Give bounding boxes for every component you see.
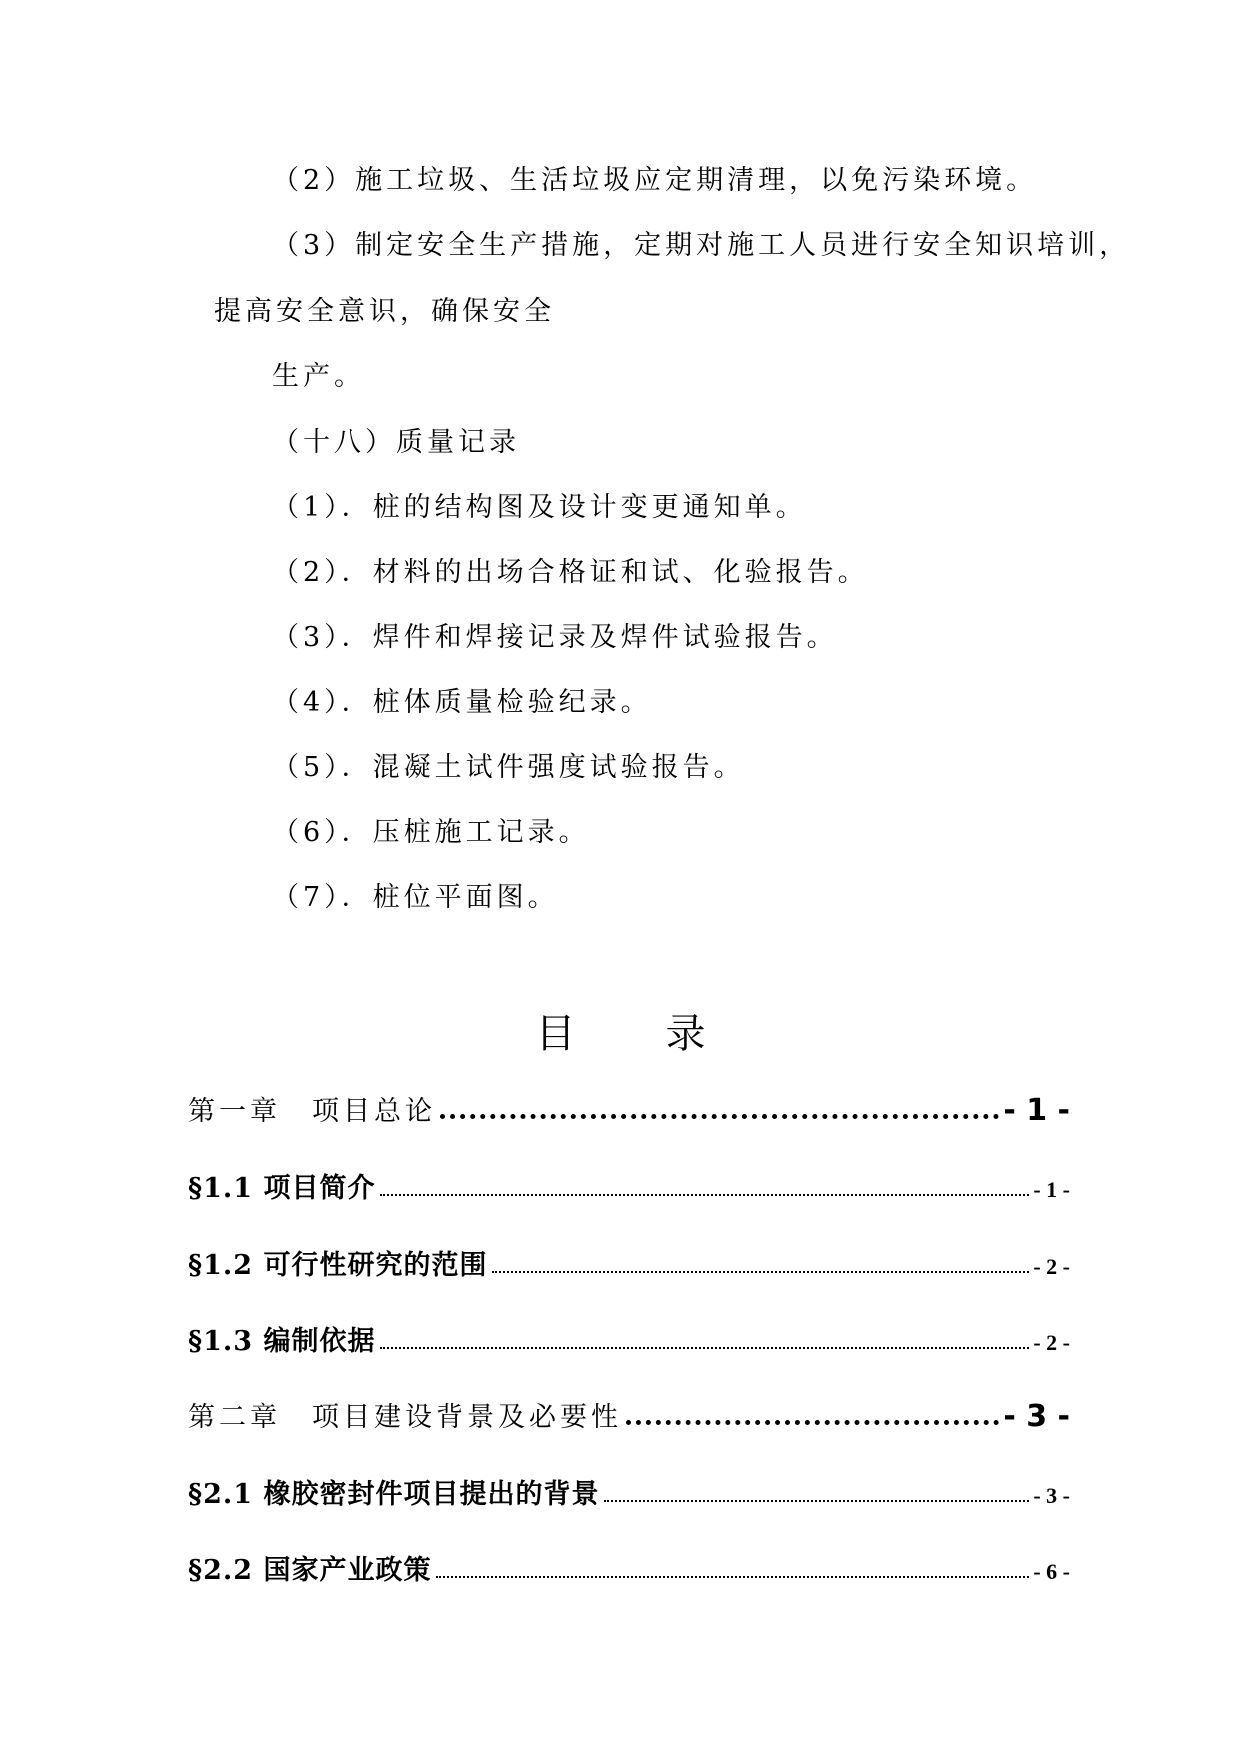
list-item: （1）．桩的结构图及设计变更通知单。 bbox=[272, 492, 807, 523]
toc-entry-label: §2.1 橡胶密封件项目提出的背景 bbox=[188, 1479, 600, 1510]
toc-entry-label: §2.2 国家产业政策 bbox=[188, 1555, 432, 1586]
toc-entry-label: §1.2 可行性研究的范围 bbox=[188, 1250, 488, 1281]
toc-entry-page: - 2 - bbox=[1033, 1254, 1070, 1279]
toc-leader-dots bbox=[626, 1420, 999, 1425]
toc-title-left: 目 bbox=[535, 1011, 576, 1057]
paragraph-safety-cont: 提高安全意识，确保安全 bbox=[214, 296, 555, 327]
toc-entry-section-2-1[interactable] bbox=[188, 1471, 1070, 1511]
paragraph-garbage: （2）施工垃圾、生活垃圾应定期清理，以免污染环境。 bbox=[272, 165, 1038, 196]
toc-entry-chapter-2[interactable] bbox=[188, 1394, 1070, 1434]
toc-entry-label: 第二章 项目建设背景及必要性 bbox=[188, 1402, 622, 1433]
list-item: （5）．混凝土试件强度试验报告。 bbox=[272, 752, 745, 783]
toc-entry-label: 第一章 项目总论 bbox=[188, 1096, 436, 1127]
toc-title-right: 录 bbox=[665, 1011, 706, 1057]
toc-entry-section-2-2[interactable] bbox=[188, 1547, 1070, 1587]
list-item: （4）．桩体质量检验纪录。 bbox=[272, 687, 652, 718]
toc-entry-page: - 1 - bbox=[1003, 1093, 1070, 1128]
toc-entry-page: - 1 - bbox=[1033, 1177, 1070, 1202]
toc-leader-dots bbox=[604, 1500, 1030, 1502]
list-item: （7）．桩位平面图。 bbox=[272, 882, 559, 913]
toc-entry-section-1-3[interactable] bbox=[188, 1318, 1070, 1358]
toc-entry-chapter-1[interactable] bbox=[188, 1088, 1070, 1128]
toc-leader-dots bbox=[436, 1576, 1030, 1578]
toc-entry-page: - 2 - bbox=[1033, 1330, 1070, 1355]
toc-leader-dots bbox=[380, 1194, 1030, 1196]
section-heading-quality-records: （十八）质量记录 bbox=[272, 427, 520, 458]
toc-entry-page: - 3 - bbox=[1003, 1399, 1070, 1434]
toc-entry-section-1-2[interactable] bbox=[188, 1242, 1070, 1282]
paragraph-safety-end: 生产。 bbox=[272, 361, 365, 392]
toc-entry-section-1-1[interactable] bbox=[188, 1165, 1070, 1205]
toc-leader-dots bbox=[380, 1347, 1030, 1349]
paragraph-safety: （3）制定安全生产措施，定期对施工人员进行安全知识培训， bbox=[272, 230, 1131, 261]
toc-entry-label: §1.3 编制依据 bbox=[188, 1326, 376, 1357]
list-item: （3）．焊件和焊接记录及焊件试验报告。 bbox=[272, 622, 838, 653]
toc-leader-dots bbox=[492, 1271, 1030, 1273]
toc-leader-dots bbox=[440, 1114, 999, 1119]
toc-entry-label: §1.1 项目简介 bbox=[188, 1173, 376, 1204]
toc-entry-page: - 6 - bbox=[1033, 1559, 1070, 1584]
toc-title bbox=[0, 1010, 1241, 1058]
toc-entry-page: - 3 - bbox=[1033, 1483, 1070, 1508]
list-item: （2）．材料的出场合格证和试、化验报告。 bbox=[272, 557, 869, 588]
list-item: （6）．压桩施工记录。 bbox=[272, 817, 590, 848]
